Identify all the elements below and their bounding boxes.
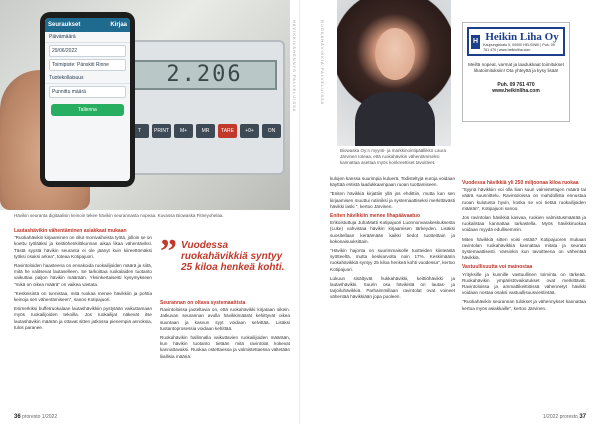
app-action: Kirjaa: [110, 22, 127, 28]
ad-address: Kaupunginkatu 5, 00000 HELSINKI | Puh. 09 761 470 | www.heikinliha.com: [483, 43, 555, 52]
photo-caption: Hävikin seuranta digitaalisin keinoin tekee hävikin seurannasta nopeaa. Kuvassa Biowaska Fitneyohelaa.: [14, 213, 224, 218]
advertisement: [462, 22, 570, 122]
scale-key: PRINT: [152, 124, 171, 138]
paragraph: Miten hävikkiä sitten voisi estää? Kotipajuoren mukaan ravintolan ruokahävikkiä kannattaa mitata ja seurata systemaattisesti. Varsinkin kun tavoitteena on vähentää hävikkiä.: [462, 236, 586, 261]
scale-photo: [0, 0, 290, 210]
paragraph: Esimerkiksi buffetruokalaan lautashävikkiin pystytään vaikuttamaan myös ruokailijoiden tekoilla. Jos ruokailijat näkevät itse lautashävikin määrän ja ottavat sitten jatkossa pienempiä annoksia, tulos paranee.: [14, 306, 152, 330]
section-heading: Eniten hävikkiin menee lihapäävaatuo: [330, 213, 421, 220]
portrait-photo: [337, 0, 451, 146]
app-title: Seuraukset: [48, 22, 81, 28]
paragraph: "Eniten hävikkiä kirjattiin yllä jos ehdittiin, mutta kun sen kirjaamisen muuttui rutiiniksi ja systemaattiseksi merkittävästi hävikki laski ", kertoo Järvinen.: [330, 191, 455, 209]
section-heading: Seurannan on oltava systemaattista: [160, 300, 246, 306]
pull-quote: [160, 233, 290, 273]
column-1: [14, 226, 152, 334]
ad-slogan: Meiltä nopeat, varmat ja laadukkaat toimitukset lihatoimituksiin! Ota yhteyttä ja kysy lisää!: [468, 62, 564, 73]
portrait-body: [355, 92, 435, 146]
page-number: 37: [579, 414, 586, 420]
section-heading: Vastuullisuutta voi mainostaa: [462, 264, 533, 271]
app-field: Toimipiste: Pänskiti Rinne: [49, 59, 126, 71]
paragraph: Ruokahävikin hallinnalla vaikuttavien ruokailijoiden määrään, kun hävikin tuotanto tietään mitä ravintolat kokevat kannattavaksi. Ruokaa ostettaessa ja valmistettaessa vältetään liiallisia määriä.: [160, 335, 290, 359]
paragraph: "Ruokahävikin kirjaaminen on ollut monivaiheista työtä, jolloin se on koettu työlääksi ja keittiöhenkilökunnan aikaa likaa vähentäviksi. Tästä syystä hävikin seuranta ei ole jäänyt kuin kiireettömäksi työksi osaksi arkea", toteaa Kotipajuori.: [14, 235, 152, 259]
paragraph: "Hävikin hajonta on suurimmaisolle tuotteiden kiinteästä syötteeltä, mutta keskiarvolta noin 17%. Keskimäärin ruokahävikkiä syntyy 25 kiloa henkeä kohti vuodessa", kertoo Kotipajuori.: [330, 248, 455, 272]
quote-mark-icon: ”: [160, 233, 177, 270]
section-heading: Lautashävikin vähentäminen asiakkaat mukaan: [14, 228, 127, 234]
issue: 1/2022: [41, 414, 58, 420]
app-field: Punnittu määrä: [49, 86, 126, 98]
issue: 1/2022: [542, 414, 559, 420]
scale-key: TARE: [218, 124, 237, 138]
portrait-face: [375, 28, 415, 80]
digital-scale: [120, 40, 285, 175]
scale-keys: [130, 124, 281, 138]
footer-right: [543, 414, 586, 420]
scale-key: T: [130, 124, 149, 138]
side-label: RUOKAHÄVIKKIÄ PALVELUISSA: [320, 20, 325, 106]
paragraph: "Keskeisintä on tunnistaa, mitä ruokaa menee hävikkiin ja pohtia keinoja sen vähentämiseen", sanoo Kotipajuori.: [14, 290, 152, 303]
column-3: [330, 176, 455, 304]
logo-mark-icon: H: [471, 35, 480, 49]
app-field: 29/06/2022: [49, 45, 126, 57]
paragraph: Lukuun sisältyvät hukkahävikki, keittiöhävikki ja lautashävikki. Suurin osa hävikistä on lautas- ja tarjoiluhävikkiä. Parhaimmillaan ravintolat ovat voineet vähentää hävikkiään jopa puoleen.: [330, 275, 455, 300]
scale-display: 2.206: [132, 60, 277, 90]
scale-key: MR: [196, 124, 215, 138]
paragraph: kulujen kanssa suurimpia kuluerä. Todisteltyjä euroja voidaan käyttää entistä laadukkaampaan ruoan tuottamiseen.: [330, 176, 455, 188]
app-save-button: Tallenna: [51, 104, 124, 116]
section-heading: Vuodessa hävikkiä yli 250 miljoonaa kiloa ruokaa: [462, 180, 579, 186]
paragraph: Ravintoloissa jaoteltavia on, että ruokahävikki kirjataan oikein. Jatkuvan seurannan avulla hävikkimäärät kehittyvät oikea suuntaan ja kasvun syyt voidaan selvittää. Lisäksi tuotantoprosessia voidaan kehittää.: [160, 307, 290, 331]
ad-phone: Puh. 09 761 470: [497, 82, 535, 88]
paragraph: "Syynä hävikkiin voi olla liian suuri valmistettujen määrä tai väärä suunnittelu. Ravintoloissa on mahdollista ennustaa ruoan kulutusta hyvin, koska se voi tietää ruokailijoiden määrän", Kotipajuori sanoo.: [462, 187, 586, 211]
paragraph: Erikoistuttuja JuhaMatti Kotipajuori Luonnonvarakeskuksesta (Luke) vahvistaa hävikin kirjaamisen tärkeyden. Lisäksi suositellaan keräämään kaikki tiedot tuotteittain ja kokonaisuuksittain.: [330, 220, 455, 244]
page-number: 36: [14, 414, 21, 420]
gutter: [299, 0, 301, 424]
footer-left: [14, 414, 57, 420]
scale-key: ON: [262, 124, 281, 138]
column-2: [160, 298, 290, 363]
scale-key: +0+: [240, 124, 259, 138]
column-4: [462, 178, 586, 315]
ad-logo: [467, 27, 565, 56]
magazine-name: proresto: [22, 414, 41, 420]
portrait-caption: Biowaska Oy:n myynti- ja markkinointipäällikkö Laura Järvinen toteaa, että ruokahävikin vähentämiseksi kannattaa asettaa myös konkreettiset tavoitteet.: [340, 148, 447, 165]
paragraph: Yrityksille ja kunnille vastuullinen toiminta on tärkeää. Ruokahävikin ympäristövaikutukset ovat merkittävät. Ravintoloissa ja ammattikeittiöissä vähennetyt hävikki voidaan nostaa osaksi vastuullisuusviestintää.: [462, 271, 586, 296]
app-row: Tuotekollaisuus: [45, 73, 130, 84]
phone-screen: [45, 18, 130, 181]
magazine-name: proresto: [559, 414, 578, 420]
phone: [40, 12, 135, 187]
ad-company-name: Heikin Liha Oy: [485, 31, 559, 43]
paragraph: Jos ravintolan hävikkiä kasvaa, ruokien valmistusmäärää ja ruokalistaa kannattaa tarkastella. Myös hävikkiruokaa voidaan myydä edullisemmin.: [462, 215, 586, 233]
app-row: Päivämäärä: [45, 32, 130, 43]
paragraph: "Ruokahävikin seurannan tulokset ja vähennykset kannattaa kertoa myös asiakkaille", kertoo Järvinen.: [462, 299, 586, 311]
side-label: HÄVIKKIVÄHENNYS PALVELUISSA: [292, 20, 297, 113]
ad-website: www.heikinliha.com: [492, 88, 540, 94]
paragraph: Ravintoloiden haasteena on ennakoida ruokailijoiden määrä ja siitä, mitä he valitsevat lautaselleen. Se tarkoittaa ruokalaiden tuotanto vaikuttaa paljon hävikin määrään. Yksinkertaisesti kysymykseen "mikä on oikea määrä" on vaikea vastata.: [14, 263, 152, 287]
app-bar: [45, 18, 130, 32]
scale-key: M+: [174, 124, 193, 138]
pull-quote-text: Vuodessa ruokahävikkiä syntyy 25 kiloa henkeä kohti.: [181, 240, 285, 273]
